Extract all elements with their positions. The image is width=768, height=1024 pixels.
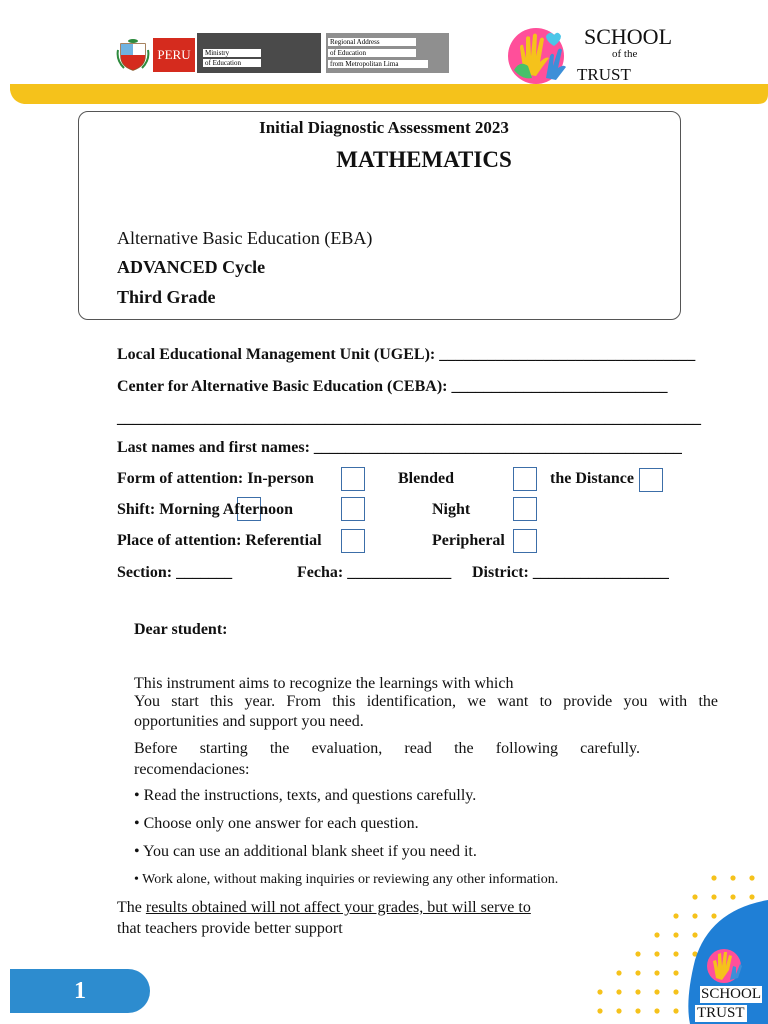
bullet-3: • You can use an additional blank sheet if you need it. (134, 843, 477, 860)
distance-checkbox[interactable] (639, 468, 663, 492)
footer-school-label: SCHOOL (701, 986, 762, 1002)
grade-name: Third Grade (117, 287, 216, 307)
referential-checkbox[interactable] (341, 529, 365, 553)
bullet-2: • Choose only one answer for each question. (134, 815, 419, 832)
distance-label: the Distance (550, 470, 634, 487)
instructions-line-2: recomendaciones: (134, 761, 250, 778)
in-person-checkbox[interactable] (341, 467, 365, 491)
district-field[interactable]: District: _________________ (472, 564, 669, 581)
intro-line-1: This instrument aims to recognize the learnings with which (134, 675, 514, 692)
page-number-badge: 1 (10, 969, 150, 1013)
night-checkbox[interactable] (513, 497, 537, 521)
school-logo-line-2: of the (612, 48, 638, 60)
school-of-trust-small-logo-icon (700, 944, 746, 984)
ministry-line-2: of Education (203, 59, 261, 67)
program-name: Alternative Basic Education (EBA) (117, 228, 373, 248)
ceba-field[interactable]: Center for Alternative Basic Education (CEBA): ___________________________ (117, 378, 668, 395)
school-of-trust-hands-logo-icon (506, 26, 570, 86)
closing-start: The (117, 899, 146, 916)
dre-line-1: Regional Address (328, 38, 416, 46)
dre-line-3: from Metropolitan Lima (328, 60, 428, 68)
blended-label: Blended (398, 470, 455, 487)
ministry-of-education-banner (197, 33, 321, 73)
bullet-1: • Read the instructions, texts, and questions carefully. (134, 787, 477, 804)
dre-line-2: of Education (328, 49, 416, 57)
school-logo-line-3: TRUST (577, 65, 631, 84)
blended-checkbox[interactable] (513, 467, 537, 491)
place-label: Place of attention: Referential (117, 532, 322, 549)
section-field[interactable]: Section: _______ (117, 564, 233, 581)
intro-line-2: You start this year. From this identification, we want to provide you with the (134, 693, 718, 710)
instructions-line-1: Before starting the evaluation, read the following carefully. (134, 740, 640, 757)
header-accent-bar (10, 84, 768, 106)
peru-coat-of-arms-icon (116, 38, 150, 72)
greeting: Dear student: (134, 621, 228, 638)
ministry-line-1: Ministry (203, 49, 261, 57)
peru-label: PERU (153, 38, 195, 72)
shift-label: Shift: Morning Afternoon (117, 501, 293, 518)
subject-title: MATHEMATICS (336, 147, 512, 172)
footer-trust-label: TRUST (697, 1005, 745, 1021)
closing-line-1 (117, 899, 531, 917)
cycle-name: ADVANCED Cycle (117, 257, 266, 277)
peripheral-label: Peripheral (432, 532, 505, 549)
closing-underlined: results obtained will not affect your grades, but will serve to (145, 899, 531, 916)
ceba-extra-line[interactable]: _________________________________________________________________________ (117, 410, 701, 427)
date-field[interactable]: Fecha: _____________ (297, 564, 452, 581)
attention-label: Form of attention: In-person (117, 470, 314, 487)
regional-directorate-banner (326, 33, 449, 73)
ugel-field[interactable]: Local Educational Management Unit (UGEL): ________________________________ (117, 346, 696, 363)
names-field[interactable]: Last names and first names: ______________________________________________ (117, 439, 682, 456)
bullet-4: • Work alone, without making inquiries or reviewing any other information. (134, 872, 559, 887)
assessment-title: Initial Diagnostic Assessment 2023 (259, 118, 509, 137)
morning-checkbox[interactable] (341, 497, 365, 521)
closing-line-2: that teachers provide better support (117, 920, 343, 937)
night-label: Night (432, 501, 471, 518)
peripheral-checkbox[interactable] (513, 529, 537, 553)
school-logo-line-1: SCHOOL (584, 24, 673, 49)
intro-line-3: opportunities and support you need. (134, 713, 364, 730)
